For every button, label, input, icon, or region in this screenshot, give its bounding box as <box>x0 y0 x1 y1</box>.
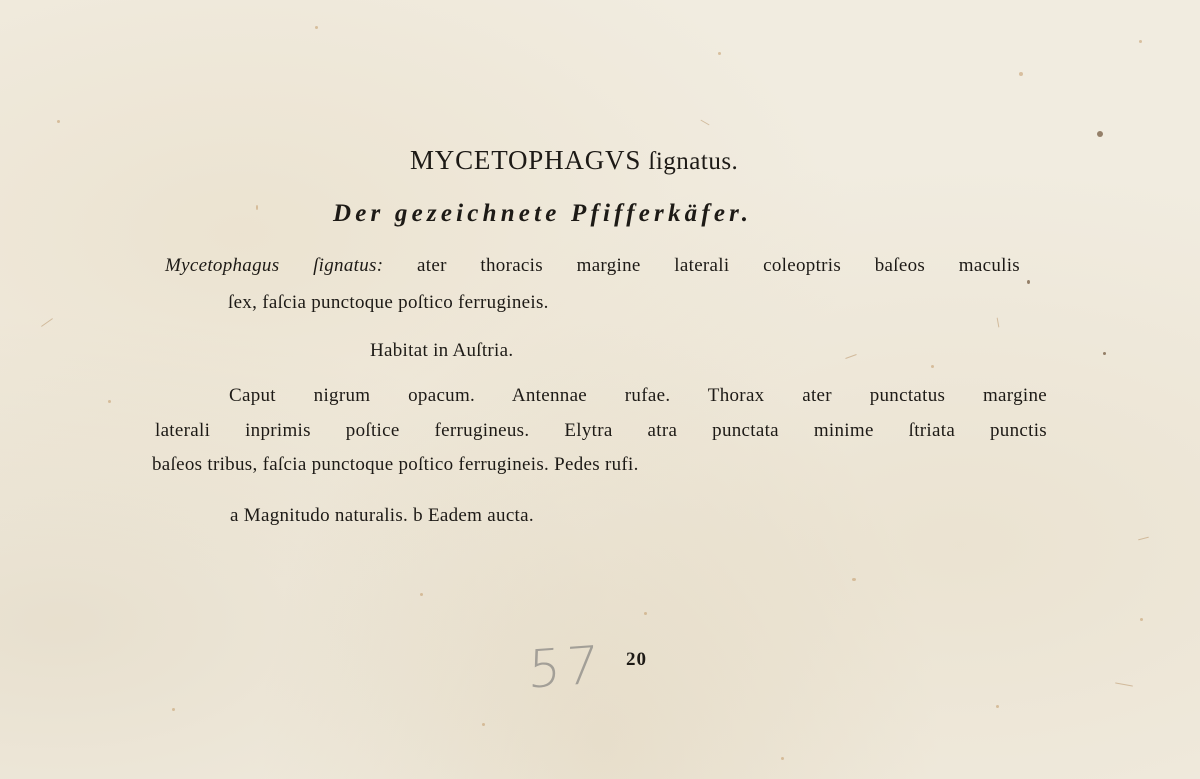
paper-fibre <box>700 120 709 126</box>
paper-fleck <box>1027 280 1030 284</box>
description-line-1 <box>229 385 1047 407</box>
paper-fibre <box>997 317 1000 327</box>
diagnosis-line-2: ſex, faſcia punctoque poſtico ferrugineis. <box>228 292 549 313</box>
habitat: Habitat in Auſtria. <box>370 340 514 361</box>
species-epithet: ſignatus. <box>648 148 739 175</box>
paper-fleck <box>1140 618 1143 621</box>
paper-fleck <box>644 612 647 615</box>
species-title <box>410 145 738 176</box>
description-line-1-text: Caput nigrum opacum. Antennae rufae. Thorax ater punctatus margine <box>229 385 1047 406</box>
paper-fleck <box>482 723 485 726</box>
description-line-3: baſeos tribus, faſcia punctoque poſtico ferrugineis. Pedes rufi. <box>152 454 639 475</box>
figure-note: a Magnitudo naturalis. b Eadem aucta. <box>230 505 534 526</box>
paper-fleck <box>420 593 423 596</box>
diagnosis-name: Mycetophagus ſignatus: <box>165 255 384 276</box>
genus-name: MYCETOPHAGVS <box>410 145 642 175</box>
paper-fleck <box>852 578 856 581</box>
paper-fleck <box>256 205 258 210</box>
paper-fleck <box>718 52 721 55</box>
paper-fleck <box>1103 352 1106 355</box>
diagnosis-line-1 <box>165 255 1020 277</box>
paper-fleck <box>931 365 934 368</box>
paper-fleck <box>1019 72 1023 76</box>
paper-fibre <box>1138 537 1149 541</box>
paper-fleck <box>1139 40 1142 43</box>
paper-fleck <box>781 757 784 760</box>
handwritten-pencil-number: 57 <box>527 635 604 701</box>
diagnosis-text: ater thoracis margine laterali coleoptris baſeos maculis <box>417 255 1020 276</box>
paper-fleck <box>108 400 111 403</box>
paper-fibre <box>41 318 53 327</box>
paper-fibre <box>845 354 857 359</box>
paper-fleck <box>1097 131 1103 137</box>
paper-fleck <box>57 120 60 123</box>
description-line-2 <box>155 420 1047 442</box>
paper-fleck <box>315 26 318 29</box>
paper-fibre <box>1115 682 1133 686</box>
description-line-2-text: laterali inprimis poſtice ferrugineus. Elytra atra punctata minime ſtriata punctis <box>155 420 1047 441</box>
paper-fleck <box>172 708 175 711</box>
paper-fleck <box>996 705 999 708</box>
german-common-name: Der gezeichnete Pfifferkäfer. <box>333 200 753 227</box>
page-number: 20 <box>626 649 647 670</box>
